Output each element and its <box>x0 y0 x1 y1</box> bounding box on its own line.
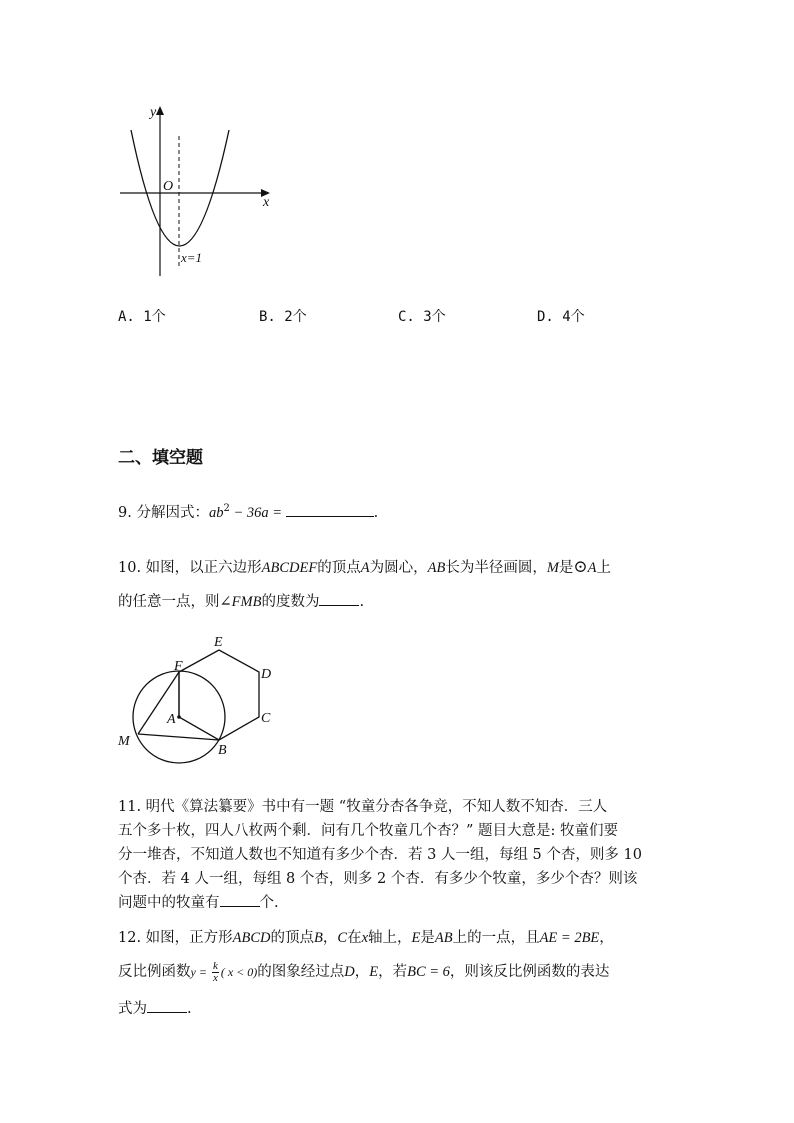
option-a[interactable]: A. 1个 <box>118 309 166 325</box>
q11-text-post: 个. <box>259 895 279 911</box>
q10-text-7: 的任意一点，则∠ <box>118 594 232 610</box>
q12-fraction-den: x <box>212 971 218 984</box>
q12-func-cond: ( x < 0) <box>220 965 258 979</box>
q10-text-5: 是 <box>558 560 574 576</box>
question-10-line-1 <box>118 556 611 577</box>
y-axis-label: y <box>150 105 157 120</box>
q9-number: 9. <box>118 505 132 521</box>
q12-square-name: ABCD <box>232 930 271 946</box>
question-9 <box>118 501 378 522</box>
question-12-line-3 <box>118 997 192 1018</box>
q12-point-e: E <box>411 930 421 946</box>
x-axis-label: x <box>263 195 270 210</box>
q9-expr-sup: 2 <box>223 503 230 515</box>
q12-point-b: B <box>314 930 323 946</box>
q12-answer-blank[interactable] <box>147 998 187 1013</box>
q12-text-8: 反比例函数 <box>118 964 191 980</box>
q12-segment-ab: AB <box>434 930 453 946</box>
question-11-line-5 <box>118 891 279 912</box>
label-a: A <box>167 712 176 727</box>
q10-text-3: 为圆心， <box>369 560 428 576</box>
q12-condition: AE = 2BE <box>539 930 600 946</box>
q12-text-7: ， <box>599 930 614 946</box>
q12-text-13: . <box>187 1001 192 1017</box>
q12-text-2: 的顶点 <box>270 930 315 946</box>
question-10-line-2 <box>118 590 364 611</box>
q12-bc: BC = 6 <box>407 964 450 980</box>
q12-point-c: C <box>337 930 348 946</box>
q12-text-4: 轴上， <box>368 930 412 946</box>
label-m: M <box>118 734 130 749</box>
q10-hexagon-name: ABCDEF <box>261 560 318 576</box>
q12-text-11: ，则该反比例函数的表达 <box>449 964 610 980</box>
q12-text-10: ，若 <box>378 964 408 980</box>
q10-circle-a: A <box>587 560 597 576</box>
q11-text-pre: 问题中的牧童有 <box>118 895 220 911</box>
q9-text: 分解因式： <box>136 505 209 521</box>
symmetry-line-label: x=1 <box>181 250 203 265</box>
question-12-line-2 <box>118 960 609 984</box>
circle-symbol-icon: ⊙ <box>573 557 588 577</box>
center-point-a <box>177 715 181 719</box>
q10-segment-ab: AB <box>427 560 446 576</box>
q10-text-9: . <box>359 594 365 610</box>
label-e: E <box>214 635 223 650</box>
section-heading: 二、填空题 <box>118 448 203 468</box>
q12-text-12: 式为 <box>118 1001 147 1017</box>
q9-answer-blank[interactable] <box>286 502 374 517</box>
question-11-line-2: 五个多十枚，四人八枚两个剩．问有几个牧童几个杏？” 题目大意是: 牧童们要 <box>118 823 619 839</box>
q12-comma-1: ， <box>322 930 338 946</box>
q9-end: . <box>373 505 379 521</box>
q12-comma-2: ， <box>354 964 370 980</box>
option-d[interactable]: D. 4个 <box>537 309 585 325</box>
q10-answer-blank[interactable] <box>319 591 359 606</box>
label-f: F <box>174 659 183 674</box>
q12-fraction <box>212 961 219 984</box>
q10-text-4: 长为半径画圆， <box>445 560 547 576</box>
q10-point-m: M <box>546 560 559 576</box>
q12-point-d: D <box>344 964 355 980</box>
question-11-line-4: 个杏．若 4 人一组，每组 8 个杏，则多 2 个杏．有多少个牧童，多少个杏？则该 <box>118 871 638 887</box>
q11-answer-blank[interactable] <box>220 892 260 907</box>
q12-text-5: 是 <box>420 930 435 946</box>
y-axis-arrow <box>156 106 164 115</box>
parabola-curve <box>131 130 229 246</box>
q12-text-9: 的图象经过点 <box>257 964 345 980</box>
label-c: C <box>261 711 271 726</box>
question-12-line-1 <box>118 926 614 947</box>
q12-text-6: 上的一点，且 <box>452 930 540 946</box>
origin-label: O <box>163 179 174 194</box>
q10-angle-fmb: FMB <box>231 594 262 610</box>
q12-point-e2: E <box>369 964 379 980</box>
label-d: D <box>261 667 272 682</box>
q10-vertex-a: A <box>360 560 370 576</box>
q10-text-6: 上 <box>596 560 612 576</box>
q10-text-1: 10. 如图，以正六边形 <box>118 560 262 576</box>
q12-func-y: y = <box>190 965 210 979</box>
parabola-figure <box>110 98 285 283</box>
label-b: B <box>218 743 227 758</box>
q10-text-2: 的顶点 <box>317 560 361 576</box>
question-11-line-3: 分一堆杏，不知道人数也不知道有多少个杏．若 3 人一组，每组 5 个杏，则多 10 <box>118 847 642 863</box>
q12-x-var: x <box>361 930 368 946</box>
hexagon-figure <box>112 630 282 772</box>
q12-text-1: 12. 如图，正方形 <box>118 930 233 946</box>
q12-text-3: 在 <box>347 930 362 946</box>
q10-text-8: 的度数为 <box>261 594 320 610</box>
segment-mb <box>138 734 219 740</box>
option-b[interactable]: B. 2个 <box>259 309 307 325</box>
question-11-line-1: 11. 明代《算法纂要》书中有一题 “牧童分杏各争竞，不知人数不知杏．三人 <box>118 799 608 815</box>
option-c[interactable]: C. 3个 <box>398 309 446 325</box>
q9-expr-rest: − 36a = <box>229 505 286 521</box>
q9-expr-ab: ab <box>208 505 224 521</box>
q12-fraction-num: k <box>212 959 218 972</box>
